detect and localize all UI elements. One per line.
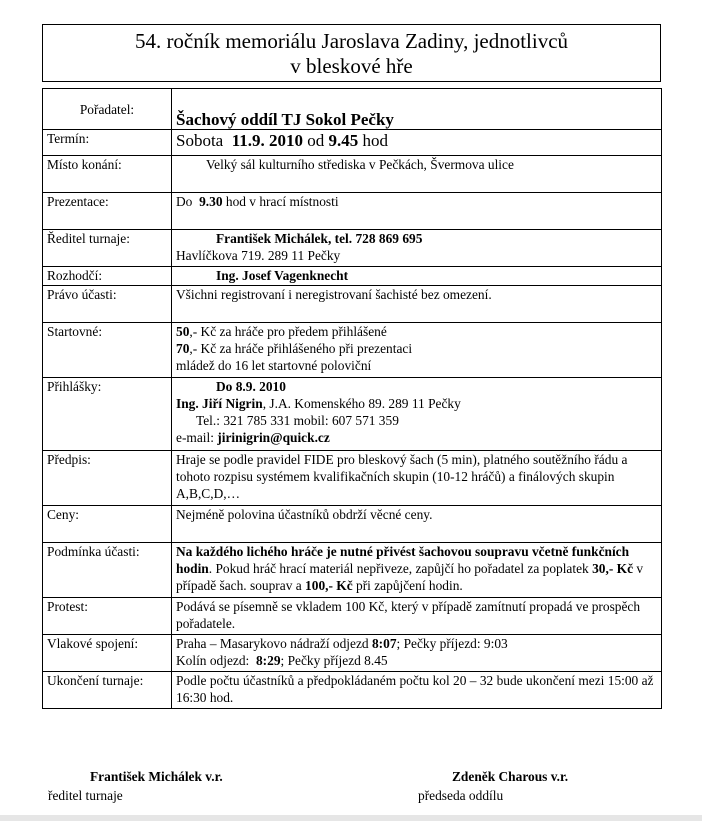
arbiter-name: Ing. Josef Vagenknecht	[216, 268, 349, 283]
signature-right-name: Zdeněk Charous v.r.	[452, 769, 569, 784]
row-label: Předpis:	[43, 451, 172, 506]
venue: Velký sál kulturního střediska v Pečkách, Švermova ulice	[206, 157, 514, 172]
row-label: Právo účasti:	[43, 286, 172, 323]
row-value	[172, 193, 662, 230]
table-row	[43, 323, 662, 378]
row-label: Termín:	[43, 130, 172, 156]
table-row	[43, 378, 662, 451]
row-label: Ukončení turnaje:	[43, 672, 172, 709]
row-label: Rozhodčí:	[43, 267, 172, 286]
row-value: Hraje se podle pravidel FIDE pro bleskový šach (5 min), platného soutěžního řádu a tohoto rozpisu systémem kvalifikačních skupin (10-12 hráčů) a finálových skupin A,B,C,D,…	[172, 451, 662, 506]
table-row	[43, 451, 662, 506]
table-row	[43, 156, 662, 193]
table-row	[43, 89, 662, 130]
fee-line-2: 70,- Kč za hráče přihlášeného při prezentaci	[176, 341, 413, 356]
row-label: Vlakové spojení:	[43, 635, 172, 672]
director-name: František Michálek, tel. 728 869 695	[216, 231, 423, 246]
row-label: Podmínka účasti:	[43, 543, 172, 598]
table-row	[43, 672, 662, 709]
entries-contact: Ing. Jiří Nigrin, J.A. Komenského 89. 289 11 Pečky	[176, 396, 461, 411]
table-row	[43, 598, 662, 635]
page-bottom-edge	[0, 815, 702, 821]
table-row	[43, 193, 662, 230]
row-value: Podle počtu účastníků a předpokládaném počtu kol 20 – 32 bude ukončení mezi 15:00 až 16:30 hod.	[172, 672, 662, 709]
signature-left-role: ředitel turnaje	[48, 788, 123, 803]
table-row	[43, 635, 662, 672]
registration-post: hod v hrací místnosti	[225, 194, 339, 209]
table-row	[43, 286, 662, 323]
fee-line-3: mládež do 16 let startovné poloviční	[176, 358, 372, 373]
row-value	[172, 89, 662, 130]
director-address: Havlíčkova 719. 289 11 Pečky	[176, 248, 341, 263]
row-value	[172, 156, 662, 193]
row-label: Místo konání:	[43, 156, 172, 193]
row-label: Přihlášky:	[43, 378, 172, 451]
email-link[interactable]: jirinigrin@quick.cz	[217, 430, 330, 445]
row-value: Na každého lichého hráče je nutné přivést šachovou soupravu včetně funkčních hodin. Pokud hráč hrací materiál nepřiveze, zapůjčí ho pořadatel za poplatek 30,- Kč v případě šach. souprav a 100,- Kč při zapůjčení hodin.	[172, 543, 662, 598]
table-row	[43, 506, 662, 543]
row-value: Podává se písemně se vkladem 100 Kč, který v případě zamítnutí propadá ve prospěch pořadatele.	[172, 598, 662, 635]
tournament-info-table	[42, 88, 662, 709]
row-value	[172, 378, 662, 451]
document-title-box	[42, 24, 661, 82]
row-value	[172, 635, 662, 672]
table-row	[43, 230, 662, 267]
organizer-name: Šachový oddíl TJ Sokol Pečky	[176, 110, 394, 129]
row-label: Startovné:	[43, 323, 172, 378]
registration-time: 9.30	[199, 194, 223, 209]
signature-right-role: předseda oddílu	[418, 788, 504, 803]
row-value	[172, 267, 662, 286]
row-value	[172, 130, 662, 156]
row-label: Protest:	[43, 598, 172, 635]
document-title-line2: v bleskové hře	[290, 54, 413, 78]
entries-email-line: e-mail: jirinigrin@quick.cz	[176, 430, 330, 445]
table-row	[43, 267, 662, 286]
term-date: 11.9. 2010	[231, 131, 304, 150]
entries-phone: Tel.: 321 785 331 mobil: 607 571 359	[196, 413, 399, 428]
entries-deadline: Do 8.9. 2010	[216, 379, 286, 394]
fee-line-1: 50,- Kč za hráče pro předem přihlášené	[176, 324, 387, 339]
train-line-2: Kolín odjezd: 8:29; Pečky příjezd 8.45	[176, 653, 388, 668]
table-row	[43, 130, 662, 156]
term-time: 9.45	[328, 131, 359, 150]
row-value: Všichni registrovaní i neregistrovaní šachisté bez omezení.	[172, 286, 662, 323]
row-value	[172, 230, 662, 267]
row-label: Pořadatel:	[43, 89, 172, 130]
train-line-1: Praha – Masarykovo nádraží odjezd 8:07; Pečky příjezd: 9:03	[176, 636, 508, 651]
row-value	[172, 323, 662, 378]
term-hod: hod	[362, 131, 389, 150]
row-value: Nejméně polovina účastníků obdrží věcné ceny.	[172, 506, 662, 543]
table-row	[43, 543, 662, 598]
row-label: Ředitel turnaje:	[43, 230, 172, 267]
term-day: Sobota	[176, 131, 224, 150]
term-od: od	[307, 131, 325, 150]
row-label: Ceny:	[43, 506, 172, 543]
registration-pre: Do	[176, 194, 193, 209]
document-title-line1: 54. ročník memoriálu Jaroslava Zadiny, jednotlivců	[134, 29, 569, 53]
row-label: Prezentace:	[43, 193, 172, 230]
signature-left-name: František Michálek v.r.	[90, 769, 223, 784]
